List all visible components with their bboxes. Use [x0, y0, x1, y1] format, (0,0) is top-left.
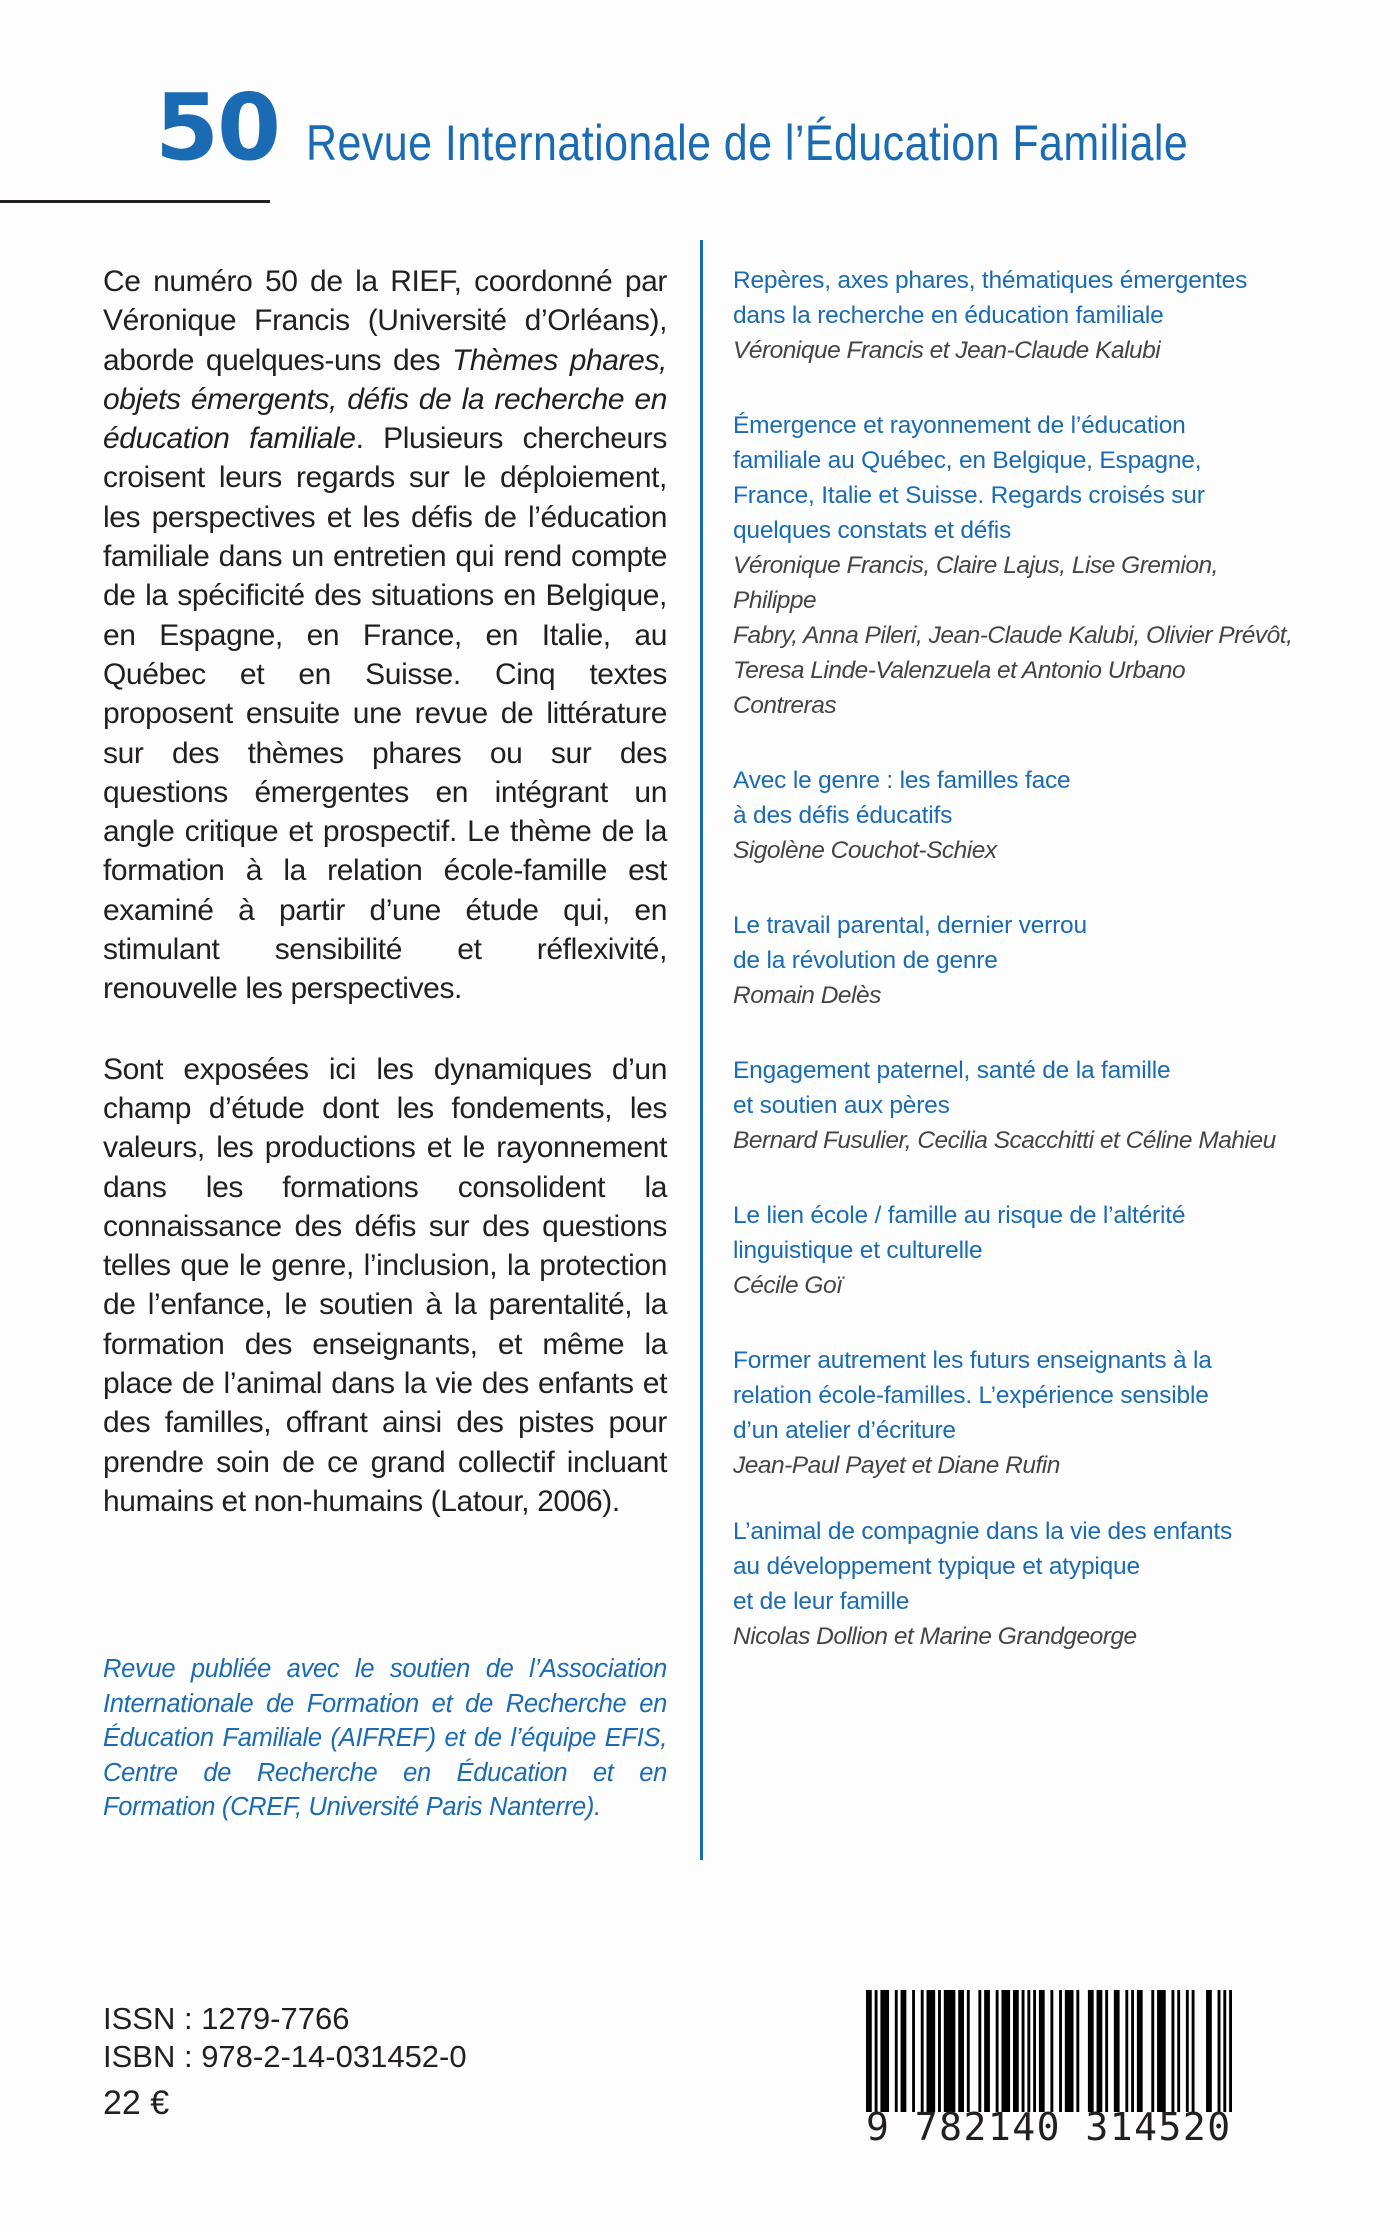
- barcode-bar: [1218, 1990, 1221, 2112]
- barcode-bar: [1105, 1990, 1108, 2112]
- barcode-bar: [1076, 1990, 1079, 2112]
- barcode-bar: [921, 1990, 924, 2112]
- article-title-line: quelques constats et défis: [733, 517, 1012, 544]
- article-title-line: linguistique et culturelle: [733, 1237, 983, 1264]
- article-title-line: France, Italie et Suisse. Regards croisés sur: [733, 482, 1205, 509]
- article-title-line: et soutien aux pères: [733, 1092, 950, 1119]
- summary-paragraph-1: [103, 262, 667, 1009]
- issn: ISSN : 1279-7766: [103, 2001, 350, 2036]
- barcode-bar: [1192, 1990, 1195, 2112]
- article-title-line: à des défis éducatifs: [733, 802, 953, 829]
- barcode-bar: [1223, 1990, 1226, 2112]
- barcode-bar: [1137, 1990, 1143, 2112]
- journal-title: Revue Internationale de l’Éducation Familiale: [306, 115, 1189, 171]
- summary-paragraph-2: Sont exposées ici les dynamiques d’un champ d’étude dont les fondements, les valeurs, les productions et le rayonnement dans les formations consolident la connaissance des défis sur des questions telles que le genre, l’inclusion, la protection de l’enfance, le soutien à la parentalité, la formation des enseignants, et même la place de l’animal dans la vie des enfants et des familles, offrant ainsi des pistes pour prendre soin de ce grand collectif incluant humains et non-humains (Latour, 2006).: [103, 1052, 667, 1518]
- barcode-bar: [1097, 1990, 1103, 2112]
- article-authors-line: Jean-Paul Payet et Diane Rufin: [733, 1452, 1060, 1479]
- toc-article: [733, 908, 1293, 1013]
- article-title-line: Le lien école / famille au risque de l’altérité: [733, 1202, 1186, 1229]
- barcode-bar: [1065, 1990, 1074, 2112]
- article-title-line: Le travail parental, dernier verrou: [733, 912, 1087, 939]
- toc-article: [733, 1343, 1293, 1483]
- barcode-bar: [938, 1990, 941, 2112]
- barcode-bar: [1171, 1990, 1174, 2112]
- article-title-line: au développement typique et atypique: [733, 1553, 1140, 1580]
- article-authors-line: Romain Delès: [733, 982, 881, 1009]
- barcode-bar: [1114, 1990, 1120, 2112]
- barcode-bar: [996, 1990, 999, 2112]
- article-authors-line: Véronique Francis et Jean-Claude Kalubi: [733, 337, 1161, 364]
- barcode-bar: [1177, 1990, 1180, 2112]
- barcode-bar: [1013, 1990, 1019, 2112]
- barcode-bar: [895, 1990, 898, 2112]
- barcode-bars: [866, 1990, 1232, 2112]
- article-authors-line: Sigolène Couchot-Schiex: [733, 837, 997, 864]
- article-title-line: de la révolution de genre: [733, 947, 998, 974]
- barcode-bar: [1022, 1990, 1025, 2112]
- barcode-bar: [901, 1990, 907, 2112]
- cover-header: [0, 0, 1400, 210]
- barcode-bar: [944, 1990, 956, 2112]
- support-note: Revue publiée avec le soutien de l’Association Internationale de Formation et de Recherche en Éducation Familiale (AIFREF) et de l’équipe EFIS, Centre de Recherche en Éducation et en Formation (CREF, Université Paris Nanterre).: [103, 1655, 667, 1822]
- toc-article: [733, 408, 1293, 723]
- barcode-bar: [866, 1990, 872, 2112]
- article-authors-line: Fabry, Anna Pileri, Jean-Claude Kalubi, Olivier Prévôt,: [733, 622, 1293, 649]
- table-of-contents: [733, 263, 1293, 1694]
- article-authors-line: Cécile Goï: [733, 1272, 843, 1299]
- header-rule: [0, 200, 270, 203]
- issue-number: 50: [155, 74, 280, 181]
- barcode-bar: [1039, 1990, 1045, 2112]
- toc-article: [733, 1514, 1293, 1654]
- barcode-bar: [1001, 1990, 1010, 2112]
- barcode-bar: [967, 1990, 970, 2112]
- article-title-line: Émergence et rayonnement de l’éducation: [733, 412, 1186, 439]
- article-title-line: Repères, axes phares, thématiques émergentes: [733, 267, 1248, 294]
- barcode-bar: [1059, 1990, 1062, 2112]
- isbn: ISBN : 978-2-14-031452-0: [103, 2039, 467, 2074]
- issue-theme: Thèmes phares, objets émergents, défis de la recherche en éducation familiale: [103, 343, 667, 456]
- barcode-bar: [1027, 1990, 1030, 2112]
- publication-info: [103, 2000, 467, 2122]
- article-title-line: relation école-familles. L’expérience sensible: [733, 1382, 1209, 1409]
- barcode-bar: [1050, 1990, 1053, 2112]
- barcode-bar: [978, 1990, 981, 2112]
- barcode-bar: [1033, 1990, 1036, 2112]
- column-divider: [700, 240, 703, 1860]
- barcode-bar: [1206, 1990, 1212, 2112]
- toc-article: [733, 1053, 1293, 1158]
- article-title-line: Engagement paternel, santé de la famille: [733, 1057, 1171, 1084]
- article-title-line: L’animal de compagnie dans la vie des enfants: [733, 1518, 1233, 1545]
- barcode-bar: [984, 1990, 990, 2112]
- article-authors-line: Nicolas Dollion et Marine Grandgeorge: [733, 1623, 1137, 1650]
- barcode-bar: [958, 1990, 964, 2112]
- barcode-bar: [1186, 1990, 1189, 2112]
- article-title-line: Avec le genre : les familles face: [733, 767, 1071, 794]
- barcode-bar: [1229, 1990, 1232, 2112]
- barcode-bar: [1125, 1990, 1128, 2112]
- summary-text: . Plusieurs chercheurs croisent leurs regards sur le déploiement, les perspectives et les défis de l’éducation familiale dans un entretien qui rend compte de la spécificité des situations en Belgique, en Espagne, en France, en Italie, au Québec et en Suisse. Cinq textes proposent ensuite une revue de littérature sur des thèmes phares ou sur des questions émergentes en intégrant un angle critique et prospectif. Le thème de la formation à la relation école-famille est examiné à partir d’une étude qui, en stimulant sensibilité et réflexivité, renouvelle les perspectives.: [103, 422, 667, 1006]
- article-title-line: d’un atelier d’écriture: [733, 1417, 956, 1444]
- barcode-digits: 9 782140 314520: [866, 2105, 1232, 2149]
- article-authors-line: Véronique Francis, Claire Lajus, Lise Gremion, Philippe: [733, 552, 1218, 614]
- toc-article: [733, 1198, 1293, 1303]
- price: 22 €: [103, 2084, 170, 2122]
- barcode-bar: [927, 1990, 936, 2112]
- barcode-bar: [1157, 1990, 1166, 2112]
- barcode-bar: [880, 1990, 889, 2112]
- barcode-bar: [912, 1990, 915, 2112]
- barcode-bar: [1151, 1990, 1154, 2112]
- article-title-line: familiale au Québec, en Belgique, Espagne,: [733, 447, 1202, 474]
- article-title-line: dans la recherche en éducation familiale: [733, 302, 1164, 329]
- summary-text: Ce numéro 50 de la RIEF, coordonné par Véronique Francis (Université d’Orléans), aborde quelques-uns des: [103, 265, 667, 377]
- barcode-bar: [875, 1990, 878, 2112]
- article-authors-line: Bernard Fusulier, Cecilia Scacchitti et Céline Mahieu: [733, 1127, 1276, 1154]
- barcode-bar: [1088, 1990, 1094, 2112]
- article-title-line: et de leur famille: [733, 1588, 910, 1615]
- article-title-line: Former autrement les futurs enseignants à la: [733, 1347, 1212, 1374]
- article-authors-line: Teresa Linde-Valenzuela et Antonio Urbano Contreras: [733, 657, 1186, 719]
- toc-article: [733, 263, 1293, 368]
- barcode: [866, 1990, 1232, 2150]
- summary-column: [103, 262, 667, 1521]
- barcode-bar: [1131, 1990, 1134, 2112]
- toc-article: [733, 763, 1293, 868]
